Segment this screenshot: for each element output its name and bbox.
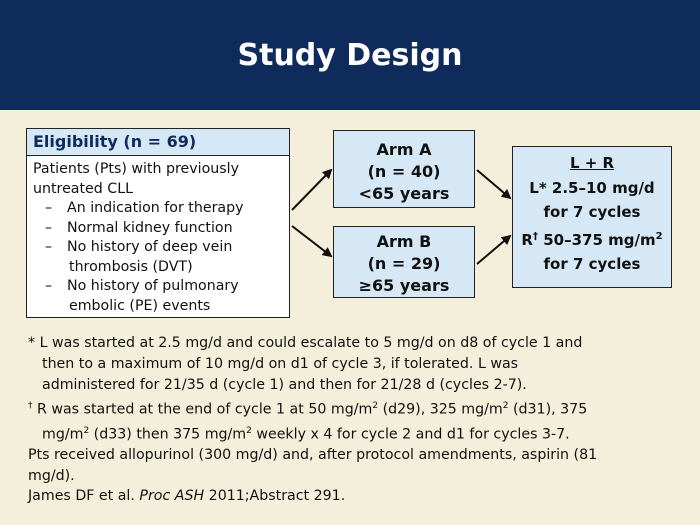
criterion-item: – An indication for therapy <box>45 200 244 216</box>
eligibility-intro-line: untreated CLL <box>33 180 134 197</box>
arrow-arm-a-to-treatment <box>477 170 510 198</box>
slide-title: Study Design <box>237 38 463 73</box>
criterion-continuation: thrombosis (DVT) <box>69 258 193 275</box>
arm-n: (n = 29) <box>367 254 441 273</box>
treatment-title: L + R <box>569 154 615 172</box>
criterion-continuation: embolic (PE) events <box>69 297 211 314</box>
rituximab-footnote-line: † R was started at the end of cycle 1 at 50 $mg/m^2$ (d29), 325 $mg/m^2$ (d31), 375 <box>28 401 588 418</box>
arrow-elig-to-arm-a <box>292 170 331 210</box>
arrow-elig-to-arm-b <box>292 226 331 256</box>
eligibility-intro-line: Patients (Pts) with previously <box>33 161 239 177</box>
criterion-item: – No history of deep vein <box>45 239 233 255</box>
arm-age: ≥65 years <box>358 276 450 295</box>
allopurinol-note-line: Pts received allopurinol (300 mg/d) and, after protocol amendments, aspirin (81 <box>28 447 598 464</box>
allopurinol-note-line: mg/d). <box>28 468 75 485</box>
rituximab-dose: R† 50–375 $mg/m^2$ <box>521 230 663 249</box>
lenalidomide-dose: L* 2.5–10 mg/d <box>529 178 655 197</box>
criterion-item: – No history of pulmonary <box>45 278 239 294</box>
lenalidomide-footnote-line: * L was started at 2.5 mg/d and could escalate to 5 mg/d on d8 of cycle 1 and <box>28 335 583 351</box>
arrow-arm-b-to-treatment <box>477 236 510 264</box>
arm-name: Arm B <box>376 232 432 251</box>
footnotes <box>28 333 678 487</box>
arm-age: <65 years <box>358 184 450 203</box>
reference-citation: James DF et al. Proc ASH 2011;Abstract 291. <box>28 488 346 504</box>
rituximab-cycles: for 7 cycles <box>543 255 641 273</box>
arm-name: Arm A <box>376 140 432 159</box>
rituximab-footnote-line: $mg/m^2$ (d33) then 375 $mg/m^2$ weekly x 4 for cycle 2 and d1 for cycles 3-7. <box>42 425 570 443</box>
criterion-item: – Normal kidney function <box>45 219 233 236</box>
lenalidomide-footnote-line: administered for 21/35 d (cycle 1) and then for 21/28 d (cycles 2-7). <box>42 377 527 393</box>
arm-n: (n = 40) <box>367 162 441 181</box>
lenalidomide-footnote-line: then to a maximum of 10 mg/d on d1 of cycle 3, if tolerated. L was <box>42 356 519 372</box>
eligibility-heading: Eligibility (n = 69) <box>27 129 289 156</box>
lenalidomide-cycles: for 7 cycles <box>543 203 641 221</box>
